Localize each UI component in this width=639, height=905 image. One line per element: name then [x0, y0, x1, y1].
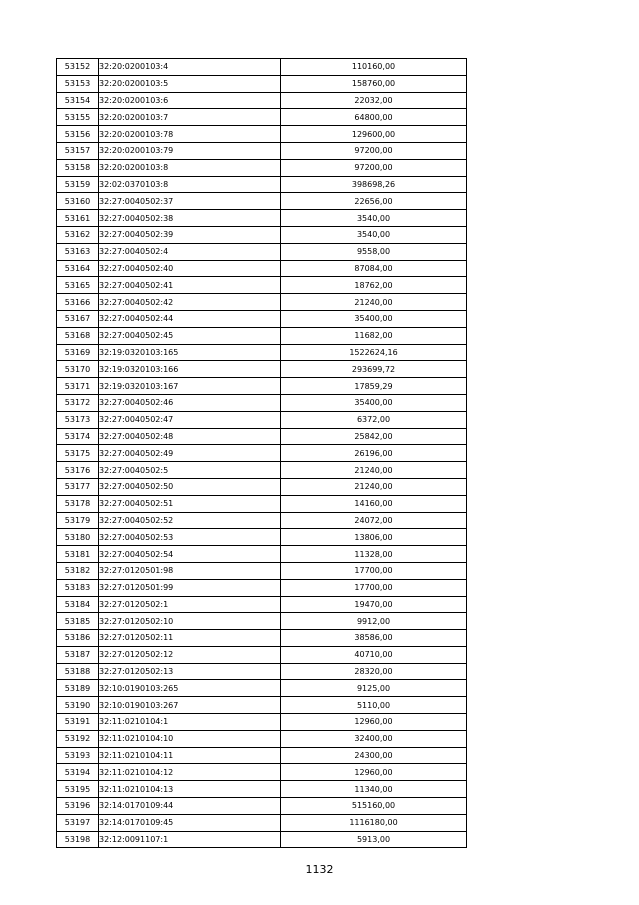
value-cell: 9912,00: [281, 613, 467, 630]
value-cell: 25842,00: [281, 428, 467, 445]
value-cell: 9125,00: [281, 680, 467, 697]
value-cell: 40710,00: [281, 646, 467, 663]
cadastral-number-cell: 32:10:0190103:267: [99, 697, 281, 714]
value-cell: 21240,00: [281, 462, 467, 479]
cadastral-number-cell: 32:19:0320103:166: [99, 361, 281, 378]
value-cell: 26196,00: [281, 445, 467, 462]
cadastral-number-cell: 32:20:0200103:6: [99, 92, 281, 109]
cadastral-number-cell: 32:27:0040502:53: [99, 529, 281, 546]
value-cell: 87084,00: [281, 260, 467, 277]
value-cell: 1522624,16: [281, 344, 467, 361]
table-row: [57, 747, 467, 764]
value-cell: 11340,00: [281, 781, 467, 798]
value-cell: 13806,00: [281, 529, 467, 546]
table-row: [57, 310, 467, 327]
row-number-cell: 53192: [57, 730, 99, 747]
value-cell: 38586,00: [281, 630, 467, 647]
table-row: [57, 546, 467, 563]
row-number-cell: 53169: [57, 344, 99, 361]
cadastral-number-cell: 32:27:0040502:42: [99, 294, 281, 311]
cadastral-number-cell: 32:14:0170109:44: [99, 798, 281, 815]
row-number-cell: 53193: [57, 747, 99, 764]
value-cell: 5913,00: [281, 831, 467, 848]
table-row: [57, 344, 467, 361]
row-number-cell: 53198: [57, 831, 99, 848]
value-cell: 35400,00: [281, 310, 467, 327]
cadastral-number-cell: 32:27:0040502:48: [99, 428, 281, 445]
row-number-cell: 53163: [57, 243, 99, 260]
table-row: [57, 361, 467, 378]
cadastral-number-cell: 32:27:0040502:37: [99, 193, 281, 210]
table-row: [57, 226, 467, 243]
row-number-cell: 53162: [57, 226, 99, 243]
value-cell: 21240,00: [281, 478, 467, 495]
row-number-cell: 53165: [57, 277, 99, 294]
row-number-cell: 53160: [57, 193, 99, 210]
cadastral-number-cell: 32:20:0200103:78: [99, 126, 281, 143]
row-number-cell: 53164: [57, 260, 99, 277]
cadastral-number-cell: 32:27:0040502:50: [99, 478, 281, 495]
value-cell: 17700,00: [281, 579, 467, 596]
cadastral-number-cell: 32:19:0320103:167: [99, 378, 281, 395]
table-row: [57, 378, 467, 395]
row-number-cell: 53188: [57, 663, 99, 680]
cadastral-number-cell: 32:27:0120502:1: [99, 596, 281, 613]
cadastral-number-cell: 32:11:0210104:11: [99, 747, 281, 764]
table-row: [57, 781, 467, 798]
table-row: [57, 495, 467, 512]
table-row: [57, 697, 467, 714]
cadastral-number-cell: 32:27:0120501:99: [99, 579, 281, 596]
table-row: [57, 75, 467, 92]
value-cell: 158760,00: [281, 75, 467, 92]
cadastral-number-cell: 32:27:0040502:41: [99, 277, 281, 294]
value-cell: 32400,00: [281, 730, 467, 747]
value-cell: 17859,29: [281, 378, 467, 395]
table-row: [57, 445, 467, 462]
cadastral-number-cell: 32:27:0040502:40: [99, 260, 281, 277]
cadastral-number-cell: 32:27:0120501:98: [99, 562, 281, 579]
cadastral-number-cell: 32:27:0040502:38: [99, 210, 281, 227]
cadastral-number-cell: 32:20:0200103:5: [99, 75, 281, 92]
row-number-cell: 53181: [57, 546, 99, 563]
table-row: [57, 126, 467, 143]
value-cell: 22032,00: [281, 92, 467, 109]
row-number-cell: 53197: [57, 814, 99, 831]
value-cell: 64800,00: [281, 109, 467, 126]
cadastral-number-cell: 32:02:0370103:8: [99, 176, 281, 193]
data-table: [56, 58, 467, 848]
table-row: [57, 210, 467, 227]
table-row: [57, 260, 467, 277]
row-number-cell: 53153: [57, 75, 99, 92]
value-cell: 19470,00: [281, 596, 467, 613]
value-cell: 3540,00: [281, 210, 467, 227]
table-row: [57, 764, 467, 781]
row-number-cell: 53190: [57, 697, 99, 714]
row-number-cell: 53170: [57, 361, 99, 378]
cadastral-number-cell: 32:19:0320103:165: [99, 344, 281, 361]
row-number-cell: 53191: [57, 714, 99, 731]
cadastral-number-cell: 32:27:0040502:44: [99, 310, 281, 327]
row-number-cell: 53185: [57, 613, 99, 630]
row-number-cell: 53167: [57, 310, 99, 327]
table-row: [57, 92, 467, 109]
row-number-cell: 53184: [57, 596, 99, 613]
cadastral-number-cell: 32:27:0120502:11: [99, 630, 281, 647]
row-number-cell: 53180: [57, 529, 99, 546]
value-cell: 515160,00: [281, 798, 467, 815]
value-cell: 21240,00: [281, 294, 467, 311]
cadastral-number-cell: 32:11:0210104:13: [99, 781, 281, 798]
table-row: [57, 109, 467, 126]
cadastral-number-cell: 32:10:0190103:265: [99, 680, 281, 697]
value-cell: 12960,00: [281, 764, 467, 781]
cadastral-number-cell: 32:11:0210104:12: [99, 764, 281, 781]
table-row: [57, 714, 467, 731]
row-number-cell: 53179: [57, 512, 99, 529]
row-number-cell: 53156: [57, 126, 99, 143]
table-row: [57, 327, 467, 344]
row-number-cell: 53174: [57, 428, 99, 445]
row-number-cell: 53159: [57, 176, 99, 193]
cadastral-number-cell: 32:27:0040502:4: [99, 243, 281, 260]
value-cell: 110160,00: [281, 59, 467, 76]
value-cell: 1116180,00: [281, 814, 467, 831]
cadastral-number-cell: 32:20:0200103:8: [99, 159, 281, 176]
table-row: [57, 646, 467, 663]
row-number-cell: 53177: [57, 478, 99, 495]
table-row: [57, 630, 467, 647]
value-cell: 5110,00: [281, 697, 467, 714]
cadastral-number-cell: 32:27:0040502:54: [99, 546, 281, 563]
value-cell: 9558,00: [281, 243, 467, 260]
cadastral-number-cell: 32:27:0040502:49: [99, 445, 281, 462]
cadastral-number-cell: 32:11:0210104:10: [99, 730, 281, 747]
table-row: [57, 529, 467, 546]
cadastral-number-cell: 32:27:0040502:5: [99, 462, 281, 479]
value-cell: 11682,00: [281, 327, 467, 344]
cadastral-number-cell: 32:14:0170109:45: [99, 814, 281, 831]
value-cell: 14160,00: [281, 495, 467, 512]
table-row: [57, 176, 467, 193]
row-number-cell: 53178: [57, 495, 99, 512]
cadastral-number-cell: 32:12:0091107:1: [99, 831, 281, 848]
row-number-cell: 53196: [57, 798, 99, 815]
cadastral-number-cell: 32:20:0200103:4: [99, 59, 281, 76]
table-row: [57, 294, 467, 311]
table-row: [57, 798, 467, 815]
row-number-cell: 53158: [57, 159, 99, 176]
table-row: [57, 478, 467, 495]
value-cell: 129600,00: [281, 126, 467, 143]
cadastral-number-cell: 32:27:0040502:47: [99, 411, 281, 428]
row-number-cell: 53152: [57, 59, 99, 76]
row-number-cell: 53194: [57, 764, 99, 781]
row-number-cell: 53168: [57, 327, 99, 344]
row-number-cell: 53171: [57, 378, 99, 395]
table-row: [57, 596, 467, 613]
cadastral-number-cell: 32:27:0120502:13: [99, 663, 281, 680]
value-cell: 24300,00: [281, 747, 467, 764]
row-number-cell: 53195: [57, 781, 99, 798]
value-cell: 293699,72: [281, 361, 467, 378]
table-body: [57, 59, 467, 848]
table-row: [57, 411, 467, 428]
page-number: 1132: [305, 863, 334, 876]
value-cell: 24072,00: [281, 512, 467, 529]
table-row: [57, 562, 467, 579]
row-number-cell: 53166: [57, 294, 99, 311]
cadastral-number-cell: 32:27:0040502:51: [99, 495, 281, 512]
row-number-cell: 53183: [57, 579, 99, 596]
cadastral-number-cell: 32:20:0200103:79: [99, 142, 281, 159]
value-cell: 11328,00: [281, 546, 467, 563]
cadastral-number-cell: 32:20:0200103:7: [99, 109, 281, 126]
row-number-cell: 53157: [57, 142, 99, 159]
table-row: [57, 159, 467, 176]
table-row: [57, 613, 467, 630]
row-number-cell: 53175: [57, 445, 99, 462]
table-row: [57, 243, 467, 260]
table-row: [57, 462, 467, 479]
row-number-cell: 53176: [57, 462, 99, 479]
row-number-cell: 53186: [57, 630, 99, 647]
value-cell: 12960,00: [281, 714, 467, 731]
table-row: [57, 680, 467, 697]
cadastral-number-cell: 32:27:0040502:45: [99, 327, 281, 344]
value-cell: 35400,00: [281, 394, 467, 411]
value-cell: 398698,26: [281, 176, 467, 193]
value-cell: 97200,00: [281, 159, 467, 176]
row-number-cell: 53161: [57, 210, 99, 227]
row-number-cell: 53189: [57, 680, 99, 697]
value-cell: 3540,00: [281, 226, 467, 243]
cadastral-number-cell: 32:27:0120502:10: [99, 613, 281, 630]
table-row: [57, 730, 467, 747]
table-row: [57, 394, 467, 411]
value-cell: 18762,00: [281, 277, 467, 294]
row-number-cell: 53173: [57, 411, 99, 428]
value-cell: 22656,00: [281, 193, 467, 210]
cadastral-number-cell: 32:27:0120502:12: [99, 646, 281, 663]
value-cell: 28320,00: [281, 663, 467, 680]
table-row: [57, 814, 467, 831]
table-row: [57, 277, 467, 294]
table-row: [57, 59, 467, 76]
table-row: [57, 512, 467, 529]
table-row: [57, 193, 467, 210]
table-row: [57, 831, 467, 848]
cadastral-number-cell: 32:27:0040502:46: [99, 394, 281, 411]
row-number-cell: 53154: [57, 92, 99, 109]
table-row: [57, 142, 467, 159]
row-number-cell: 53187: [57, 646, 99, 663]
table-row: [57, 663, 467, 680]
row-number-cell: 53172: [57, 394, 99, 411]
cadastral-number-cell: 32:11:0210104:1: [99, 714, 281, 731]
value-cell: 6372,00: [281, 411, 467, 428]
cadastral-number-cell: 32:27:0040502:39: [99, 226, 281, 243]
cadastral-number-cell: 32:27:0040502:52: [99, 512, 281, 529]
row-number-cell: 53182: [57, 562, 99, 579]
row-number-cell: 53155: [57, 109, 99, 126]
table-row: [57, 428, 467, 445]
value-cell: 17700,00: [281, 562, 467, 579]
table-row: [57, 579, 467, 596]
value-cell: 97200,00: [281, 142, 467, 159]
